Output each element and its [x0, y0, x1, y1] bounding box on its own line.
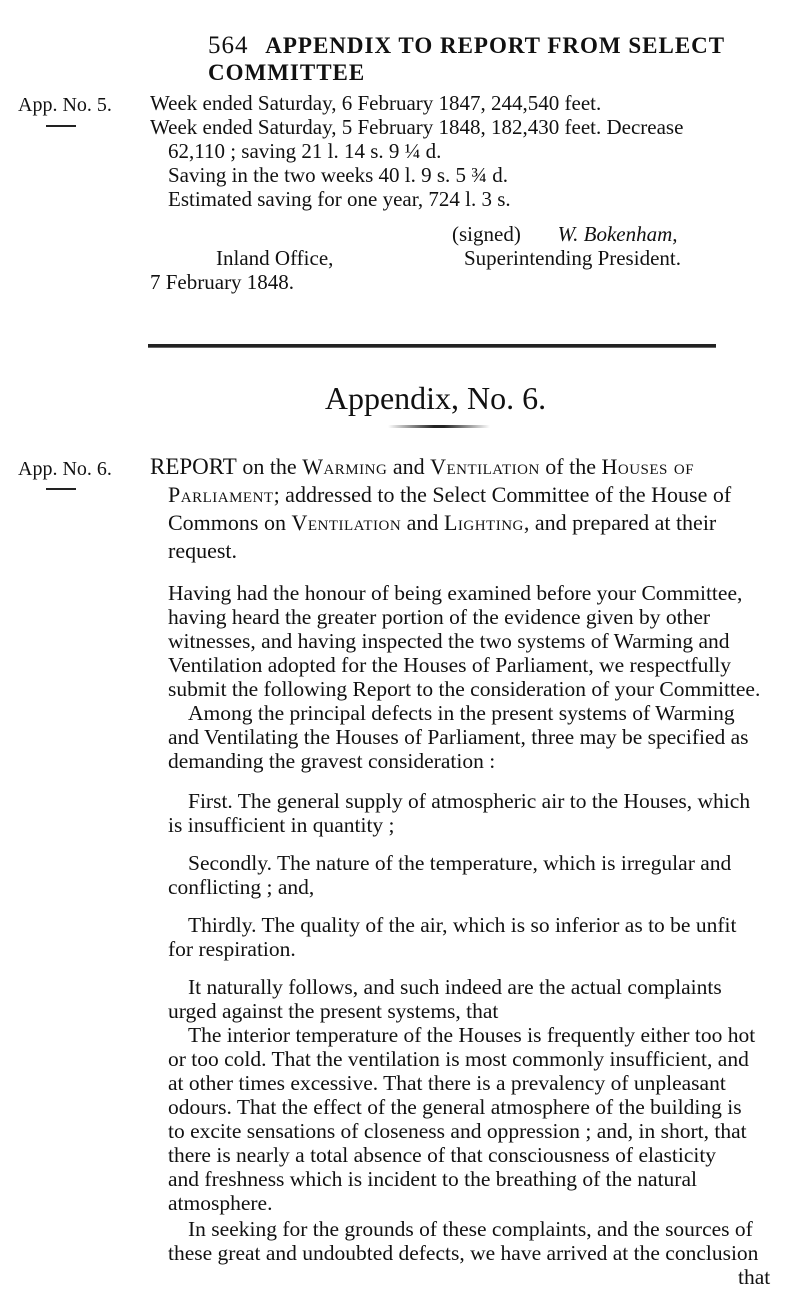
body-line: In seeking for the grounds of these complaints, and the sources of — [188, 1217, 753, 1241]
text-line: Saving in the two weeks 40 l. 9 s. 5 ¾ d. — [168, 163, 509, 187]
body-line: these great and undoubted defects, we have arrived at the conclusion — [168, 1241, 759, 1265]
signatory-title: Superintending President. — [464, 246, 681, 270]
body-line: is insufficient in quantity ; — [168, 813, 395, 837]
body-line: First. The general supply of atmospheric air to the Houses, which — [188, 789, 751, 813]
body-line: It naturally follows, and such indeed are the actual complaints — [188, 975, 722, 999]
margin-label-app-6: App. No. 6. — [18, 458, 112, 480]
signed-prefix: (signed) — [452, 222, 521, 246]
text-line: Estimated saving for one year, 724 l. 3 s. — [168, 187, 511, 211]
signatory-name: W. Bokenham, — [557, 222, 678, 246]
body-line: Among the principal defects in the present systems of Warming — [188, 701, 735, 725]
page-number: 564 — [208, 32, 249, 59]
body-line: witnesses, and having inspected the two systems of Warming and — [168, 629, 730, 653]
body-line: at other times excessive. That there is a prevalency of unpleasant — [168, 1071, 726, 1095]
body-line: having heard the greater portion of the evidence given by other — [168, 605, 711, 629]
signature-date: 7 February 1848. — [150, 270, 295, 294]
margin-dash — [46, 488, 76, 490]
body-line: Ventilation adopted for the Houses of Parliament, we respectfully — [168, 653, 732, 677]
body-line: odours. That the effect of the general atmosphere of the building is — [168, 1095, 742, 1119]
body-line: submit the following Report to the consideration of your Committee. — [168, 677, 761, 701]
body-line: conflicting ; and, — [168, 875, 315, 899]
body-line: Thirdly. The quality of the air, which is so inferior as to be unfit — [188, 913, 737, 937]
running-title: APPENDIX TO REPORT FROM SELECT COMMITTEE — [208, 33, 725, 85]
report-title-line: Parliament; addressed to the Select Committee of the House of — [168, 482, 732, 507]
text-line: 62,110 ; saving 21 l. 14 s. 9 ¼ d. — [168, 139, 442, 163]
body-line: and Ventilating the Houses of Parliament, three may be specified as — [168, 725, 749, 749]
body-line: Having had the honour of being examined before your Committee, — [168, 581, 743, 605]
body-line: for respiration. — [168, 937, 296, 961]
text-line: Week ended Saturday, 5 February 1848, 182,430 feet. Decrease — [150, 115, 684, 139]
office-name: Inland Office, — [216, 246, 334, 270]
section-divider — [148, 344, 716, 348]
body-line: there is nearly a total absence of that consciousness of elasticity — [168, 1143, 717, 1167]
margin-label-app-5: App. No. 5. — [18, 94, 112, 116]
body-line: and freshness which is incident to the breathing of the natural — [168, 1167, 697, 1191]
body-line: or too cold. That the ventilation is most commonly insufficient, and — [168, 1047, 749, 1071]
body-line: that — [738, 1265, 771, 1289]
text-line: Week ended Saturday, 6 February 1847, 244,540 feet. — [150, 91, 602, 115]
signature-line — [452, 222, 678, 247]
report-title-line: request. — [168, 538, 238, 563]
margin-dash — [46, 125, 76, 127]
body-line: The interior temperature of the Houses is frequently either too hot — [188, 1023, 756, 1047]
body-line: Secondly. The nature of the temperature, which is irregular and — [188, 851, 732, 875]
heading-ornament — [388, 425, 490, 428]
report-title-line: Commons on Ventilation and Lighting, and prepared at their — [168, 510, 717, 535]
body-line: demanding the gravest consideration : — [168, 749, 496, 773]
body-line: atmosphere. — [168, 1191, 273, 1215]
appendix-heading: Appendix, No. 6. — [324, 380, 547, 416]
body-line: to excite sensations of closeness and oppression ; and, in short, that — [168, 1119, 747, 1143]
report-title-line: REPORT on the Warming and Ventilation of the Houses of — [150, 454, 695, 479]
page-header — [208, 32, 801, 86]
body-line: urged against the present systems, that — [168, 999, 499, 1023]
